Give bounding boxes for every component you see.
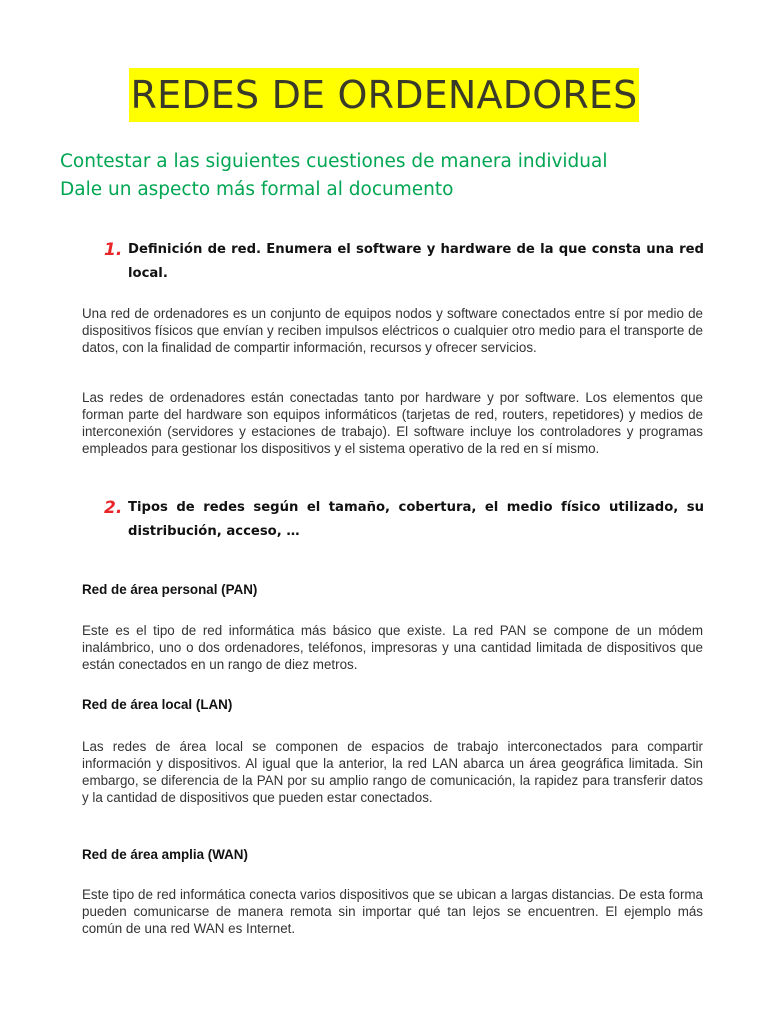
- instructions: [60, 148, 740, 204]
- instruction-line: Dale un aspecto más formal al documento: [60, 179, 454, 200]
- page-title: REDES DE ORDENADORES: [129, 68, 640, 122]
- question-text: Tipos de redes según el tamaño, cobertura, el medio físico utilizado, su distribución, acceso, …: [128, 500, 704, 539]
- section-heading: Red de área personal (PAN): [82, 582, 258, 597]
- question-number: 1.: [104, 240, 123, 260]
- section-body: Las redes de área local se componen de espacios de trabajo interconectados para compartir información y dispositivos. Al igual que la anterior, la red LAN abarca un área geográfica limitada. Sin embargo, se diferencia de la PAN por su amplio rango de comunicación, la rapidez para transferir datos y la cantidad de dispositivos que pueden estar conectados.: [82, 739, 703, 805]
- instruction-line: Contestar a las siguientes cuestiones de manera individual: [60, 151, 608, 172]
- section-heading: Red de área local (LAN): [82, 697, 233, 712]
- section-heading: Red de área amplia (WAN): [82, 847, 248, 862]
- question-text: Definición de red. Enumera el software y hardware de la que consta una red local.: [128, 242, 704, 281]
- question-number: 2.: [104, 498, 123, 518]
- answer-paragraph: Las redes de ordenadores están conectadas tanto por hardware y por software. Los elementos que forman parte del hardware son equipos informáticos (tarjetas de red, routers, repetidores) y medios de interconexión (servidores y estaciones de trabajo). El software incluye los controladores y programas empleados para gestionar los dispositivos y el sistema operativo de la red en sí mismo.: [82, 390, 703, 456]
- question-1: [104, 238, 704, 286]
- answer-paragraph: Una red de ordenadores es un conjunto de equipos nodos y software conectados entre sí por medio de dispositivos físicos que envían y reciben impulsos eléctricos o cualquier otro medio para el transporte de datos, con la finalidad de compartir información, recursos y ofrecer servicios.: [82, 306, 703, 355]
- section-body: Este es el tipo de red informática más básico que existe. La red PAN se compone de un módem inalámbrico, uno o dos ordenadores, teléfonos, impresoras y una cantidad limitada de dispositivos que están conectados en un rango de diez metros.: [82, 623, 703, 672]
- title-container: [0, 68, 768, 122]
- section-body: Este tipo de red informática conecta varios dispositivos que se ubican a largas distancias. De esta forma pueden comunicarse de manera remota sin importar qué tan lejos se encuentren. El ejemplo más común de una red WAN es Internet.: [82, 887, 703, 936]
- question-2: [104, 496, 704, 544]
